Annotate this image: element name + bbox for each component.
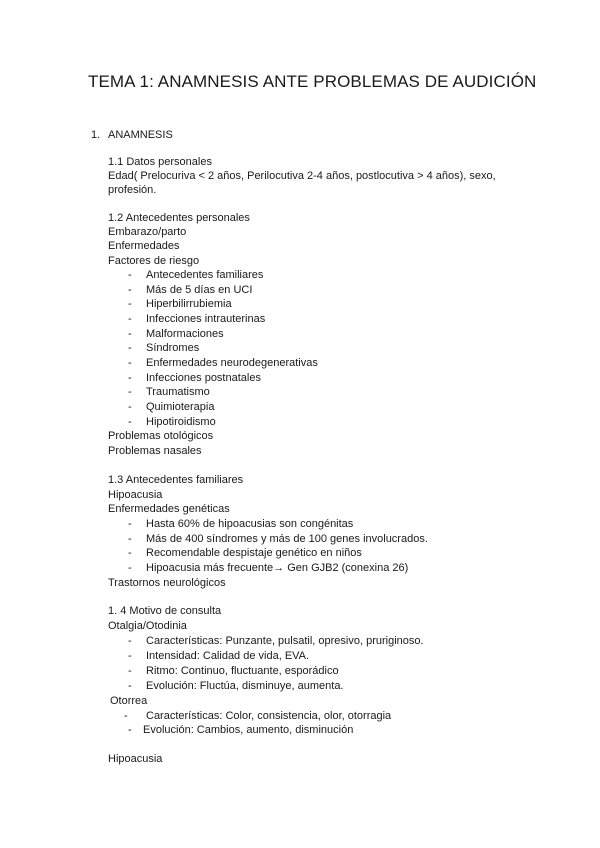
- list-item: Enfermedades: [108, 240, 180, 252]
- page-title: TEMA 1: ANAMNESIS ANTE PROBLEMAS DE AUDICIÓN: [88, 72, 537, 91]
- list-item: Hipoacusia más frecuente→ Gen GJB2 (conexina 26): [146, 562, 409, 574]
- bullet: -: [128, 372, 132, 384]
- bullet: -: [128, 284, 132, 296]
- bullet: -: [128, 724, 132, 736]
- list-item: Hipotiroidismo: [146, 416, 216, 428]
- list-item: Ritmo: Continuo, fluctuante, esporádico: [146, 665, 339, 677]
- subsection-heading: 1.1 Datos personales: [108, 156, 212, 168]
- list-item: Otalgia/Otodinia: [108, 620, 187, 632]
- list-item: Más de 5 días en UCI: [146, 284, 253, 296]
- bullet: -: [128, 650, 132, 662]
- list-item: Embarazo/parto: [108, 226, 187, 238]
- bullet: -: [128, 357, 132, 369]
- list-item: Enfermedades neurodegenerativas: [146, 357, 318, 369]
- list-item: Problemas nasales: [108, 445, 202, 457]
- list-item: Intensidad: Calidad de vida, EVA.: [146, 650, 310, 662]
- bullet: -: [128, 533, 132, 545]
- list-item: Evolución: Fluctúa, disminuye, aumenta.: [146, 680, 344, 692]
- bullet: -: [128, 386, 132, 398]
- bullet: -: [128, 635, 132, 647]
- list-item: Infecciones intrauterinas: [146, 313, 266, 325]
- bullet: -: [128, 680, 132, 692]
- section-number: 1.: [91, 129, 101, 141]
- list-item: Enfermedades genéticas: [108, 503, 230, 515]
- list-item: Hipoacusia: [108, 489, 163, 501]
- list-item: Evolución: Cambios, aumento, disminución: [143, 724, 354, 736]
- list-item: Más de 400 síndromes y más de 100 genes involucrados.: [146, 533, 428, 545]
- bullet: -: [128, 416, 132, 428]
- bullet: -: [128, 518, 132, 530]
- list-item: Quimioterapia: [146, 401, 215, 413]
- list-item: Problemas otológicos: [108, 430, 214, 442]
- paragraph-line: Edad( Prelocuriva < 2 años, Perilocutiva 2-4 años, postlocutiva > 4 años), sexo,: [108, 170, 496, 182]
- list-item: Antecedentes familiares: [146, 269, 264, 281]
- bullet: -: [128, 298, 132, 310]
- list-item: Infecciones postnatales: [146, 372, 261, 384]
- bullet: -: [128, 342, 132, 354]
- list-item: Traumatismo: [146, 386, 210, 398]
- list-item: Síndromes: [146, 342, 200, 354]
- list-item: Características: Color, consistencia, olor, otorragia: [146, 710, 392, 722]
- bullet: -: [128, 665, 132, 677]
- list-item: Recomendable despistaje genético en niños: [146, 547, 362, 559]
- list-item: Hipoacusia: [108, 753, 163, 765]
- bullet: -: [128, 269, 132, 281]
- list-item: Otorrea: [110, 695, 148, 707]
- subsection-heading: 1. 4 Motivo de consulta: [108, 605, 222, 617]
- bullet: -: [128, 313, 132, 325]
- bullet: -: [128, 401, 132, 413]
- bullet: -: [128, 547, 132, 559]
- list-item: Malformaciones: [146, 328, 224, 340]
- list-item: Características: Punzante, pulsatil, opresivo, pruriginoso.: [146, 635, 424, 647]
- list-item: Hiperbilirrubiemia: [146, 298, 232, 310]
- bullet: -: [128, 328, 132, 340]
- bullet: -: [128, 562, 132, 574]
- subsection-heading: 1.2 Antecedentes personales: [108, 212, 250, 224]
- paragraph-line: profesión.: [108, 184, 157, 196]
- section-heading: ANAMNESIS: [108, 129, 173, 141]
- list-item: Factores de riesgo: [108, 255, 200, 267]
- list-item: Hasta 60% de hipoacusias son congénitas: [146, 518, 354, 530]
- subsection-heading: 1.3 Antecedentes familiares: [108, 474, 244, 486]
- list-item: Trastornos neurológicos: [108, 577, 226, 589]
- bullet: -: [124, 710, 128, 722]
